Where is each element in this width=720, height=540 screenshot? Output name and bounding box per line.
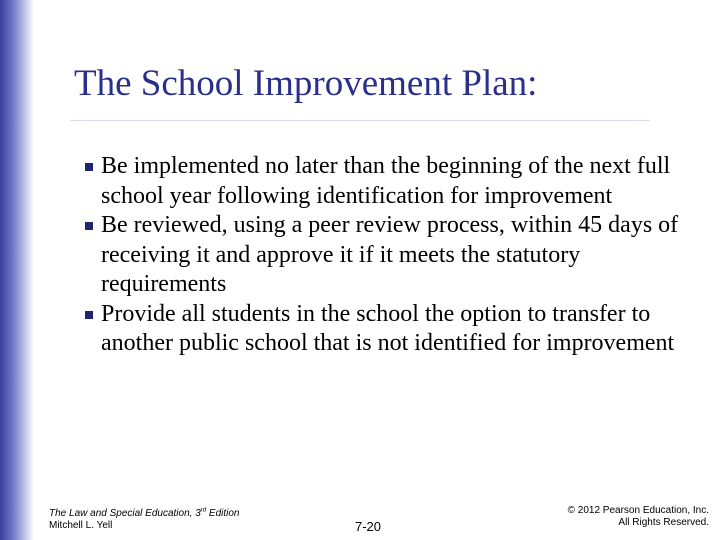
bullet-list: [84, 152, 704, 359]
square-bullet-icon: [85, 222, 93, 230]
slide-title: The School Improvement Plan:: [74, 63, 538, 104]
bullet-item-review: [84, 211, 704, 300]
square-bullet-icon: [85, 311, 93, 319]
rights-line: All Rights Reserved.: [618, 517, 709, 528]
page-number: 7-20: [355, 519, 382, 534]
decorative-side-band: [0, 0, 34, 540]
copyright-line: © 2012 Pearson Education, Inc.: [567, 505, 709, 516]
square-bullet-icon: [85, 163, 93, 171]
bullet-text: Provide all students in the school the option to transfer to another public school that is not identified for improvement: [101, 300, 675, 356]
bullet-item-transfer-option: [84, 300, 704, 359]
author-name: Mitchell L. Yell: [49, 520, 113, 531]
bullet-item-implementation: [84, 152, 704, 211]
title-divider: [70, 120, 650, 121]
footer-citation: [49, 508, 239, 532]
bullet-text: Be implemented no later than the beginning of the next full school year following identification for improvement: [101, 153, 671, 209]
copyright-notice: [568, 505, 709, 529]
bullet-text: Be reviewed, using a peer review process, within 45 days of receiving it and approve it if it meets the statutory requirements: [101, 212, 679, 297]
book-title: The Law and Special Education, 3rd Edition: [49, 507, 240, 519]
